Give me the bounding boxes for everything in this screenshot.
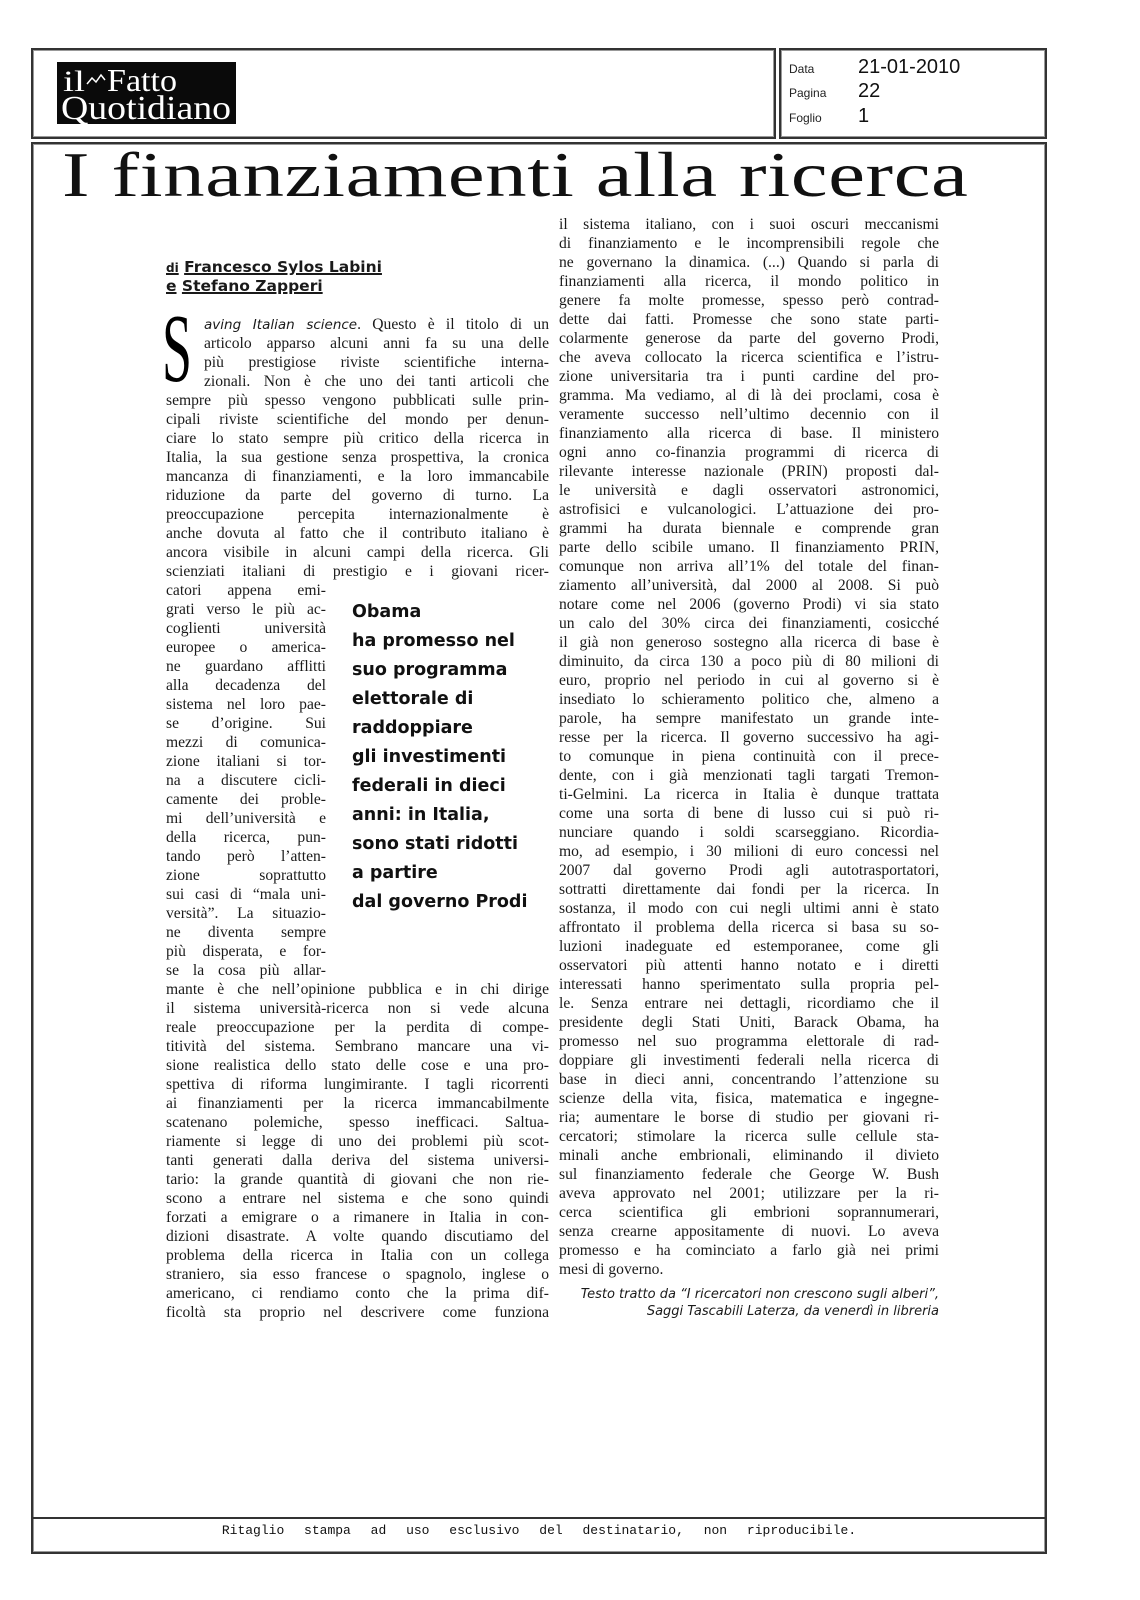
body-line: preoccupazione percepita internazionalmente è: [166, 506, 549, 523]
svg-text:Quotidiano: Quotidiano: [61, 90, 232, 124]
body-line: finanziamento alla ricerca di base. Il ministero: [559, 425, 939, 442]
body-line: straniero, sia esso francese o spagnolo, inglese o: [166, 1266, 549, 1283]
body-line: più disperata, e for-: [166, 943, 326, 960]
body-line: catori appena emi-: [166, 582, 326, 599]
body-line: dizioni disastrate. A volte quando discutiamo del: [166, 1228, 549, 1245]
body-line: scienziati italiani di prestigio e i giovani ricer-: [166, 563, 549, 580]
body-line: notare come nel 2006 (governo Prodi) vi sia stato: [559, 596, 939, 613]
pull-quote-line: dal governo Prodi: [352, 892, 528, 912]
body-line: luzioni inadeguate ed estemporanee, come gli: [559, 938, 939, 955]
body-line: ai finanziamenti per la ricerca immancabilmente: [166, 1095, 549, 1112]
meta-date-value: 21-01-2010: [858, 56, 961, 78]
body-column-right: [559, 215, 939, 1279]
footer-divider: [31, 1517, 1047, 1519]
body-line: mesi di governo.: [559, 1261, 664, 1278]
body-line: affrontato il problema della ricerca si basa su so-: [559, 919, 939, 936]
body-line: cerca scientifica gli embrioni soprannumerari,: [559, 1204, 939, 1221]
body-line: le università e dagli osservatori astronomici,: [559, 482, 939, 499]
meta-sheet-value: 1: [858, 105, 870, 127]
pull-quote-line: federali in dieci: [352, 776, 506, 796]
body-line: ancora visibile in alcuni campi della ricerca. Gli: [166, 544, 549, 561]
body-line: grammi ha durata biennale e comprende gran: [559, 520, 939, 537]
body-line: forzati a emigrare o a rimanere in Italia in con-: [166, 1209, 549, 1226]
body-line: tando però l’atten-: [166, 848, 326, 865]
body-line: euro, proprio nel periodo in cui al governo si è: [559, 672, 939, 689]
body-line: americano, ci rendiamo conto che la prima dif-: [166, 1285, 549, 1302]
body-line: parte dello scibile umano. Il finanziamento PRIN,: [559, 539, 939, 556]
body-line: [166, 315, 549, 334]
body-text: . Questo è il titolo di un: [357, 316, 549, 333]
pull-quote-line: anni: in Italia,: [352, 805, 490, 825]
footer-notice: Ritaglio stampa ad uso esclusivo del destinatario, non riproducibile.: [221, 1523, 857, 1538]
meta-date-label: Data: [789, 62, 815, 76]
body-line: na a discutere cicli-: [166, 772, 326, 789]
body-line: sione realistica dello stato delle cose e una pro-: [166, 1057, 549, 1074]
meta-page-value: 22: [858, 80, 881, 102]
body-line: tanti generati dalla deriva del sistema universi-: [166, 1152, 549, 1169]
body-line: insediato lo schieramento politico che, almeno a: [559, 691, 939, 708]
body-line: ficoltà sta proprio nel descrivere come funziona: [166, 1304, 549, 1321]
body-line: base in dieci anni, concentrando l’attenzione su: [559, 1071, 939, 1088]
body-line: sul finanziamento federale che George W. Bush: [559, 1166, 939, 1183]
body-line: sistema nel loro pae-: [166, 696, 326, 713]
body-line: mo, ad esempio, i 30 milioni di euro concessi nel: [559, 843, 939, 860]
source-caption: [581, 1286, 939, 1320]
body-line: colarmente generose da parte del governo Prodi,: [559, 330, 939, 347]
body-line: cipali riviste scientifiche del mondo per denun-: [166, 411, 549, 428]
body-line: anche dovuta al fatto che il contributo italiano è: [166, 525, 549, 542]
body-line: ogni anno co-finanzia programmi di ricerca di: [559, 444, 939, 461]
pull-quote-line: a partire: [352, 863, 438, 883]
body-line: aveva approvato nel 2001; utilizzare per la ri-: [559, 1185, 939, 1202]
body-line: to comunque in piena continuità con il prece-: [559, 748, 939, 765]
body-line: scatenano polemiche, spesso inefficaci. Saltua-: [166, 1114, 549, 1131]
svg-text:Fatto: Fatto: [107, 62, 177, 98]
body-line: comunque non arriva all’1% del totale del finan-: [559, 558, 939, 575]
author-name: Francesco Sylos Labini: [184, 258, 382, 276]
body-line: riduzione da parte del governo di turno. La: [166, 487, 549, 504]
body-line: mancanza di finanziamenti, e la loro immancabile: [166, 468, 549, 485]
body-line: scono a entrare nel sistema e che sono quindi: [166, 1190, 549, 1207]
body-line: diminuito, da circa 130 a poco più di 80 milioni di: [559, 653, 939, 670]
meta-page-label: Pagina: [789, 86, 827, 100]
body-line: come una sorta di bene di lusso cui si può ri-: [559, 805, 939, 822]
byline: [166, 258, 382, 295]
body-line: zione soprattutto: [166, 867, 326, 884]
body-line: un calo del 30% circa dei finanziamenti, cosicché: [559, 615, 939, 632]
body-line: mi dell’università e: [166, 810, 326, 827]
drop-cap: S: [162, 295, 192, 403]
body-line: mante è che nell’opinione pubblica e in chi dirige: [166, 981, 549, 998]
body-line: rilevante interesse nazionale (PRIN) proposti dal-: [559, 463, 939, 480]
body-line: spettiva di riforma lungimirante. I tagli ricorrenti: [166, 1076, 549, 1093]
body-line: promesso e ha cominciato a farlo già nei primi: [559, 1242, 939, 1259]
body-line: zione italiani si tor-: [166, 753, 326, 770]
body-line: versità”. La situazio-: [166, 905, 326, 922]
body-line: 2007 dal governo Prodi agli autotrasportatori,: [559, 862, 939, 879]
body-line: più prestigiose riviste scientifiche interna-: [204, 354, 549, 371]
body-line: il già non generoso sostegno alla ricerca di base è: [559, 634, 939, 651]
body-line: osservatori più attenti hanno notato e i diretti: [559, 957, 939, 974]
body-line: camente dei proble-: [166, 791, 326, 808]
body-line: doppiare gli investimenti federali nella ricerca di: [559, 1052, 939, 1069]
body-line: ciare lo stato sempre più critico della ricerca in: [166, 430, 549, 447]
body-line: parole, ha sempre manifestato un grande inte-: [559, 710, 939, 727]
body-line: sostanza, il modo con cui negli ultimi anni è stato: [559, 900, 939, 917]
body-line: reale preoccupazione per la perdita di compe-: [166, 1019, 549, 1036]
italic-title-reference: aving Italian science: [204, 317, 358, 333]
body-line: interessati hanno sperimentato sulla propria pel-: [559, 976, 939, 993]
body-line: genere fa molte promesse, spesso però contrad-: [559, 292, 939, 309]
body-line: zione universitaria tra i punti cardine del pro-: [559, 368, 939, 385]
body-column-left: [166, 315, 549, 581]
body-line: resse per la ricerca. Il governo successivo ha agi-: [559, 729, 939, 746]
body-line: europee o america-: [166, 639, 326, 656]
body-line: le. Senza entrare nei dettagli, ricordiamo che il: [559, 995, 939, 1012]
pull-quote-line: gli investimenti: [352, 747, 507, 767]
pull-quote-line: raddoppiare: [352, 718, 473, 738]
body-line: tario: la grande quantità di giovani che non rie-: [166, 1171, 549, 1188]
body-line: zionali. Non è che uno dei tanti articoli che: [204, 373, 549, 390]
body-line: sempre più spesso vengono pubblicati sulle prin-: [166, 392, 549, 409]
body-line: articolo apparso alcuni anni fa su una delle: [204, 335, 549, 352]
body-line: problema della ricerca in Italia con un collega: [166, 1247, 549, 1264]
body-column-left-bottom: [166, 980, 549, 1322]
article-title: I finanziamenti alla ricerca: [62, 139, 969, 210]
body-column-narrow: [166, 581, 326, 980]
body-line: titività del sistema. Sembrano mancare una vi-: [166, 1038, 549, 1055]
body-line: di finanziamento e le incomprensibili regole che: [559, 235, 939, 252]
meta-sheet-label: Foglio: [789, 111, 822, 125]
body-line: astrofisici e vulcanologici. L’attuazione dei pro-: [559, 501, 939, 518]
body-line: il sistema università-ricerca non si vede alcuna: [166, 1000, 549, 1017]
body-line: dente, con i già menzionati tagli targati Tremon-: [559, 767, 939, 784]
body-line: Italia, la sua gestione senza prospettiva, la cronica: [166, 449, 549, 466]
body-line: grati verso le più ac-: [166, 601, 326, 618]
body-line: ti-Gelmini. La ricerca in Italia è dunque trattata: [559, 786, 939, 803]
body-line: nunciare quando i soldi scarseggiano. Ricordia-: [559, 824, 939, 841]
body-line: cercatori; stimolare la ricerca sulle cellule sta-: [559, 1128, 939, 1145]
newspaper-logo: [57, 62, 236, 124]
body-line: ziamento all’università, dal 2000 al 2008. Si può: [559, 577, 939, 594]
body-line: scienze della vita, fisica, matematica e ingegne-: [559, 1090, 939, 1107]
body-line: se la cosa più allar-: [166, 962, 326, 979]
body-line: promesso nel suo programma elettorale di rad-: [559, 1033, 939, 1050]
body-line: riamente si legge di uno dei problemi più scot-: [166, 1133, 549, 1150]
caption-line: Testo tratto da “I ricercatori non crescono sugli alberi”,: [580, 1287, 939, 1302]
body-line: dette dai fatti. Promesse che sono state parti-: [559, 311, 939, 328]
body-line: coglienti università: [166, 620, 326, 637]
pull-quote-line: Obama: [352, 602, 422, 622]
body-line: ne governano la dinamica. (...) Quando si parla di: [559, 254, 939, 271]
body-line: sui casi di “mala uni-: [166, 886, 326, 903]
pull-quote-line: sono stati ridotti: [352, 834, 518, 854]
body-line: della ricerca, pun-: [166, 829, 326, 846]
body-line: ne guardano afflitti: [166, 658, 326, 675]
body-line: il sistema italiano, con i suoi oscuri meccanismi: [559, 216, 939, 233]
body-line: presidente degli Stati Uniti, Barack Obama, ha: [559, 1014, 939, 1031]
byline-conjunction: e: [166, 277, 177, 295]
body-line: mezzi di comunica-: [166, 734, 326, 751]
body-line: veramente successo nell’ultimo decennio con il: [559, 406, 939, 423]
body-line: minali anche embrionali, eliminando il divieto: [559, 1147, 939, 1164]
svg-text:il: il: [63, 65, 85, 98]
body-line: che aveva collocato la ricerca scientifica e l’istru-: [559, 349, 939, 366]
body-line: alla decadenza del: [166, 677, 326, 694]
pull-quote-line: ha promesso nel: [352, 631, 515, 651]
pull-quote-line: suo programma: [352, 660, 508, 680]
pull-quote-line: elettorale di: [352, 689, 474, 709]
body-line: finanziamenti alla ricerca, il mondo politico in: [559, 273, 939, 290]
pull-quote: [352, 598, 542, 917]
body-line: senza crearne appositamente di nuovi. Lo aveva: [559, 1223, 939, 1240]
body-line: se d’origine. Sui: [166, 715, 326, 732]
body-line: ne diventa sempre: [166, 924, 326, 941]
author-name: Stefano Zapperi: [181, 277, 323, 295]
body-line: ria; aumentare le borse di studio per giovani ri-: [559, 1109, 939, 1126]
caption-line: Saggi Tascabili Laterza, da venerdì in libreria: [646, 1304, 939, 1319]
body-line: sottratti direttamente dai fondi per la ricerca. In: [559, 881, 939, 898]
body-line: gramma. Ma vediamo, al di là dei proclami, cosa è: [559, 387, 939, 404]
byline-prefix: di: [166, 261, 179, 275]
